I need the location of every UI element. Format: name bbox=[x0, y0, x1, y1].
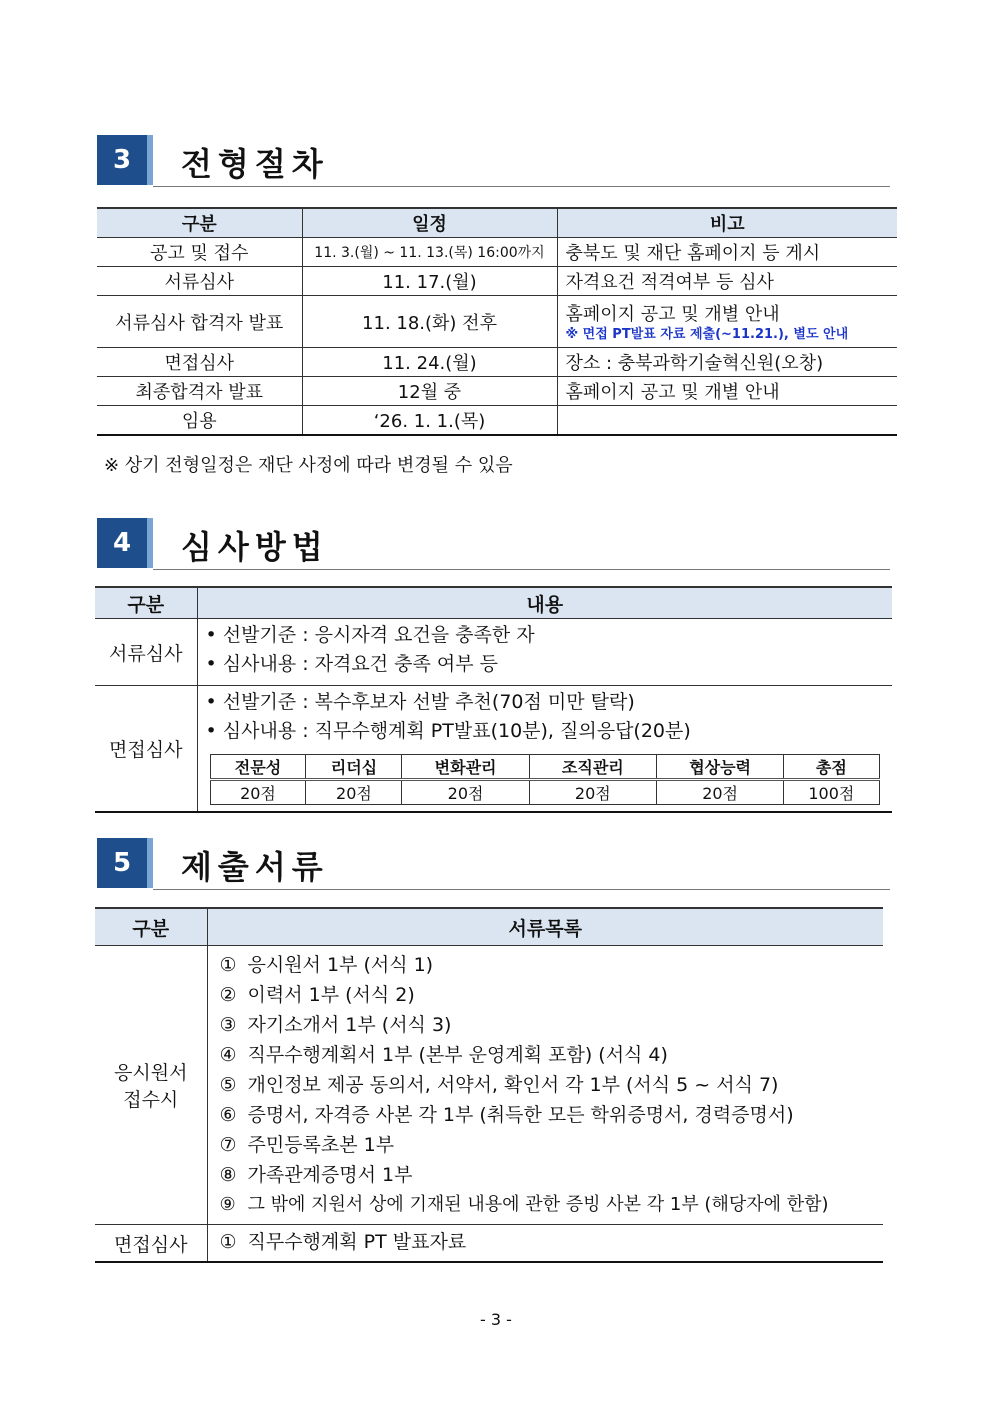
table-row bbox=[95, 686, 892, 813]
table-row bbox=[97, 406, 897, 436]
section-number: 5 bbox=[97, 838, 147, 888]
list-item: • 선발기준 : 응시자격 요건을 충족한 자 bbox=[205, 624, 535, 646]
schedule-table bbox=[97, 207, 897, 436]
divider bbox=[153, 569, 890, 570]
list-item bbox=[220, 1227, 878, 1257]
item-number: ④ bbox=[219, 1044, 237, 1066]
note-subtext: ※ 면접 PT발표 자료 제출(~11.21.), 별도 안내 bbox=[565, 326, 849, 342]
score-header: 협상능력 bbox=[656, 755, 783, 780]
score-header: 조직관리 bbox=[529, 755, 656, 780]
table-row bbox=[97, 377, 897, 406]
section-number: 3 bbox=[97, 135, 147, 185]
note-cell bbox=[557, 296, 897, 348]
category-cell: 면접심사 bbox=[95, 1225, 207, 1263]
list-item bbox=[220, 980, 878, 1010]
item-number: ⑤ bbox=[219, 1074, 237, 1096]
note-cell: 장소 : 충북과학기술혁신원(오창) bbox=[557, 348, 897, 377]
table-row bbox=[95, 1225, 883, 1263]
column-header: 구분 bbox=[97, 208, 302, 238]
list-item bbox=[220, 1130, 878, 1160]
item-text: 직무수행계획서 1부 (본부 운영계획 포함) (서식 4) bbox=[247, 1044, 668, 1066]
note-cell bbox=[557, 406, 897, 436]
note-cell: 홈페이지 공고 및 개별 안내 bbox=[557, 377, 897, 406]
section-title: 심사방법 bbox=[181, 528, 329, 566]
column-header: 내용 bbox=[197, 587, 892, 619]
schedule-footnote: ※ 상기 전형일정은 재단 사정에 따라 변경될 수 있음 bbox=[104, 455, 513, 476]
score-header: 리더십 bbox=[306, 755, 402, 780]
list-item bbox=[220, 950, 878, 980]
item-text: 직무수행계획 PT 발표자료 bbox=[247, 1231, 467, 1253]
evaluation-table bbox=[95, 586, 892, 813]
list-item bbox=[220, 1190, 878, 1220]
list-item bbox=[220, 1070, 878, 1100]
list-item bbox=[220, 1160, 878, 1190]
score-value: 20점 bbox=[210, 780, 306, 805]
section-5-heading bbox=[97, 838, 890, 890]
list-item bbox=[220, 1100, 878, 1130]
item-text: 가족관계증명서 1부 bbox=[247, 1164, 413, 1186]
table-header-row bbox=[95, 908, 883, 946]
table-row bbox=[97, 296, 897, 348]
content-cell bbox=[197, 619, 892, 686]
item-number: ⑦ bbox=[219, 1134, 237, 1156]
item-number: ① bbox=[219, 954, 237, 976]
table-row bbox=[97, 348, 897, 377]
divider bbox=[153, 889, 890, 890]
column-header: 일정 bbox=[302, 208, 557, 238]
item-text: 이력서 1부 (서식 2) bbox=[247, 984, 415, 1006]
content-cell bbox=[197, 686, 892, 813]
section-number: 4 bbox=[97, 518, 147, 568]
list-item bbox=[220, 1010, 878, 1040]
section-title: 제출서류 bbox=[181, 848, 329, 886]
category-line: 응시원서 bbox=[114, 1062, 188, 1084]
item-text: 주민등록초본 1부 bbox=[247, 1134, 395, 1156]
item-text: 그 밖에 지원서 상에 기재된 내용에 관한 증빙 사본 각 1부 (해당자에 한함) bbox=[247, 1194, 829, 1215]
score-value: 100점 bbox=[784, 780, 879, 805]
item-number: ② bbox=[219, 984, 237, 1006]
table-header-row bbox=[95, 587, 892, 619]
list-item: • 선발기준 : 복수후보자 선발 추천(70점 미만 탈락) bbox=[205, 691, 635, 713]
score-value: 20점 bbox=[529, 780, 656, 805]
list-item: • 심사내용 : 자격요건 충족 여부 등 bbox=[205, 653, 498, 675]
list-item bbox=[220, 1040, 878, 1070]
date-cell: 11. 17.(월) bbox=[302, 267, 557, 296]
item-number: ⑥ bbox=[219, 1104, 237, 1126]
note-text: 홈페이지 공고 및 개별 안내 bbox=[565, 303, 780, 325]
section-4-heading bbox=[97, 518, 890, 570]
category-cell bbox=[95, 946, 207, 1225]
table-row bbox=[97, 238, 897, 267]
table-row bbox=[97, 267, 897, 296]
item-text: 증명서, 자격증 사본 각 1부 (취득한 모든 학위증명서, 경력증명서) bbox=[247, 1104, 794, 1126]
item-number: ⑧ bbox=[219, 1164, 237, 1186]
document-list bbox=[207, 946, 883, 1225]
document-list bbox=[207, 1225, 883, 1263]
score-header: 변화관리 bbox=[402, 755, 529, 780]
score-value: 20점 bbox=[402, 780, 529, 805]
score-header-row bbox=[210, 755, 879, 780]
score-value-row bbox=[210, 780, 879, 805]
section-title: 전형절차 bbox=[181, 145, 329, 183]
column-header: 서류목록 bbox=[207, 908, 883, 946]
score-header: 총점 bbox=[784, 755, 879, 780]
section-3-heading bbox=[97, 135, 890, 187]
category-cell: 서류심사 bbox=[95, 619, 197, 686]
date-cell: 11. 24.(월) bbox=[302, 348, 557, 377]
column-header: 구분 bbox=[95, 587, 197, 619]
page-number: - 3 - bbox=[480, 1310, 512, 1329]
item-text: 응시원서 1부 (서식 1) bbox=[247, 954, 434, 976]
item-number: ① bbox=[219, 1231, 237, 1253]
category-line: 접수시 bbox=[123, 1089, 179, 1111]
score-header: 전문성 bbox=[210, 755, 306, 780]
category-cell: 면접심사 bbox=[95, 686, 197, 813]
date-cell: ‘26. 1. 1.(목) bbox=[302, 406, 557, 436]
item-text: 개인정보 제공 동의서, 서약서, 확인서 각 1부 (서식 5 ~ 서식 7) bbox=[247, 1074, 779, 1096]
category-cell: 공고 및 접수 bbox=[97, 238, 302, 267]
date-cell: 11. 18.(화) 전후 bbox=[302, 296, 557, 348]
table-header-row bbox=[97, 208, 897, 238]
score-table bbox=[210, 754, 880, 805]
date-cell: 11. 3.(월) ~ 11. 13.(목) 16:00까지 bbox=[302, 238, 557, 267]
column-header: 구분 bbox=[95, 908, 207, 946]
category-cell: 최종합격자 발표 bbox=[97, 377, 302, 406]
score-value: 20점 bbox=[656, 780, 783, 805]
category-cell: 서류심사 합격자 발표 bbox=[97, 296, 302, 348]
date-cell: 12월 중 bbox=[302, 377, 557, 406]
note-cell: 충북도 및 재단 홈페이지 등 게시 bbox=[557, 238, 897, 267]
table-row bbox=[95, 619, 892, 686]
category-cell: 면접심사 bbox=[97, 348, 302, 377]
note-cell: 자격요건 적격여부 등 심사 bbox=[557, 267, 897, 296]
documents-table bbox=[95, 907, 883, 1263]
item-number: ③ bbox=[219, 1014, 237, 1036]
divider bbox=[153, 186, 890, 187]
column-header: 비고 bbox=[557, 208, 897, 238]
table-row bbox=[95, 946, 883, 1225]
category-cell: 서류심사 bbox=[97, 267, 302, 296]
score-value: 20점 bbox=[306, 780, 402, 805]
item-number: ⑨ bbox=[219, 1194, 236, 1215]
list-item: • 심사내용 : 직무수행계획 PT발표(10분), 질의응답(20분) bbox=[205, 720, 691, 742]
category-cell: 임용 bbox=[97, 406, 302, 436]
item-text: 자기소개서 1부 (서식 3) bbox=[247, 1014, 452, 1036]
